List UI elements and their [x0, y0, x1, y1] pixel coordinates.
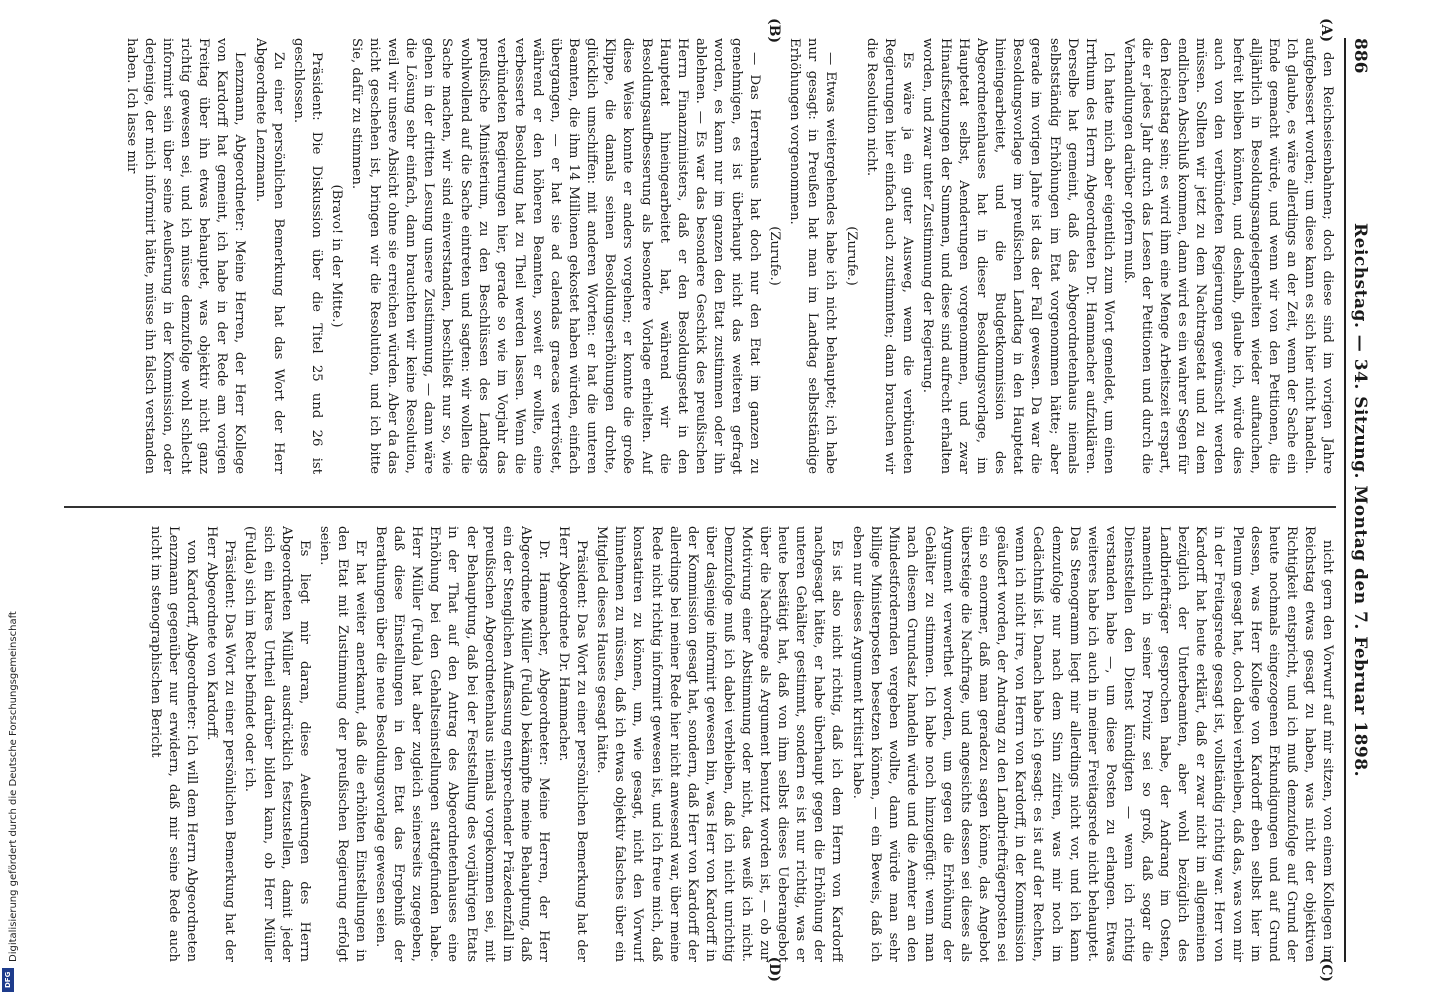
paragraph: — Das Herrenhaus hat doch nur den Etat im ganzen zu genehmigen, es ist überhaupt nicht das weiteren gefragt worden, es kann nur im ganzen den Etat zustimmen oder ihn ablehnen. — Es war das besondere Geschick des preußischen Herrn Finanzministers, daß er den Besoldungsetat in den Hauptetat hineingearbeitet hat, während wir die Besoldungsaufbesserung als besondere Vorlage erhielten. Auf diese Weise konnte er anders vorgehen; er konnte die große Klippe, die damals seinen Besoldungserhöhungen drohte, glücklich umschiffen: mit anderen Worten: er hat die unteren Beamten, die ihm 14 Millionen gekostet haben würden, einfach übergangen, — er hat sie ad calendas graecas vertröstet, während er den höheren Beamten, soweit er wollte, eine verbesserte Besoldung hat zu Theil werden lassen. Wenn die verbündeten Regierungen hier, gerade so wie im Vorjahr das preußische Ministerium, zu den Beschlüssen des Landtags wohlwollend auf die Sache eintreten und sagten: wir wollen die Sache machen, wir sind einverstanden, beschließt nur so, wie gehen in der dritten Lesung unsere Zustimmung, — dann wäre die Lösung sehr einfach, dann brauchten wir keine Resolution, weil wir unsere Absicht ohne sie erreichen würden. Aber da das nicht geschehen ist, bringen wir die Resolution, und ich bitte Sie, dafür zu stimmen.	[349, 38, 763, 474]
left-column	[64, 38, 1336, 474]
paragraph: Er hat weiter anerkannt, daß die erhöhten Einstellungen in den Etat mit Zustimmung der preußischen Regierung erfolgt seien.	[316, 526, 369, 962]
paragraph: von Kardorff, Abgeordneter: Ich will dem Herrn Abgeordneten Lenzmann gegenüber nur erwidern, daß mir seine Rede auch nicht im stenographischen Bericht	[148, 526, 200, 962]
page-title: Reichstag. — 34. Sitzung. Montag den 7. Februar 1898.	[1350, 223, 1370, 777]
page-header	[1344, 38, 1372, 962]
digitization-credit	[2, 2, 19, 992]
column-divider	[64, 506, 1336, 508]
margin-letter-d: (D)	[766, 956, 782, 982]
margin-letter-b: (B)	[766, 18, 782, 44]
credit-text: Digitalisierung gefördert durch die Deutsche Forschungsgemeinschaft	[8, 611, 19, 962]
paragraph: Präsident: Das Wort zu einer persönlichen Bemerkung hat der Herr Abgeordnete von Kardorff.	[204, 526, 238, 962]
paragraph: Lenzmann, Abgeordneter: Meine Herren, der Herr Kollege von Kardorff hat gemeint, ich habe in der Rede am vorigen Freitag über ihn etwas behauptet, was objektiv nicht ganz richtig gewesen sei, und ich müsse demzufolge wohl schlecht informirt sein über seine Aeußerung in der Kommission, oder derjenige, der mich informirt hätte, müsse ihn falsch verstanden haben. Ich lasse mir	[123, 38, 248, 474]
paragraph: Präsident: Das Wort zu einer persönlichen Bemerkung hat der Herr Abgeordnete Dr. Hammacher.	[556, 526, 590, 962]
paragraph: nicht gern den Vorwurf auf mir sitzen, von einem Kollegen im Reichstag etwas gesagt zu haben, was nicht der objektiven Richtigkeit entspricht, und ich muß demzufolge auf Grund der heute nochmals eingezogenen Erkundigungen und auf Grund dessen, was Herr Kollege von Kardorff eben selbst hier im Plenum gesagt hat, doch dabei verbleiben, daß das, was von mir in der Freitagsrede gesagt ist, vollständig richtig war. Herr von Kardorff hat heute erklärt, daß er zwar nicht im allgemeinen bezüglich der Unterbeamten, aber wohl bezüglich des Landbriefträger gesprochen habe, der Andrang im Osten, namentlich in seiner Provinz sei so groß, daß sogar die Dienststellen den Dienst kündigten — wenn ich richtig verstanden habe —, um diese Posten zu erlangen. Etwas weiteres habe ich auch in meiner Freitagsrede nicht behauptet. Das Stenogramm liegt mir allerdings nicht vor, und ich kann demzufolge nur nach dem Sinn zitiren, was mir noch im Gedächtniß ist. Danach habe ich gesagt: es ist auf der Rechten, wenn ich nicht irre, von Herrn von Kardorff, in der Kommission geäußert worden, der Andrang zu den Landbriefträgerposten sei ein so enormer, daß man geradezu sagen könne, das Angebot übersteige die Nachfrage, und angesichts dessen sei dieses als Argument verwerthet worden, um gegen die Erhöhung der Gehälter zu stimmen. Ich habe noch hinzugefügt: wenn man nach diesem Grundsatz handeln würde und die Aemter an den Mindestfordernden vergeben wollte, dann würde man sehr billige Ministerposten besetzen können, — ein Beweis, daß ich eben nur dieses Argument kritisirt habe.	[849, 526, 1335, 962]
paragraph: Es liegt mir daran, diese Aeußerungen des Herrn Abgeordneten Müller ausdrücklich festzustellen, damit jeder sich ein klares Urtheil darüber bilden kann, ob Herr Müller (Fulda) sich im Recht befindet oder ich.	[242, 526, 312, 962]
paragraph: Es wäre ja ein guter Ausweg, wenn die verbündeten Regierungen hier einfach auch zustimmten; dann brauchen wir die Resolution nicht.	[863, 38, 915, 474]
interjection: (Bravo! in der Mitte.)	[328, 184, 344, 328]
right-column	[64, 526, 1336, 962]
interjection: (Zurufe.)	[767, 226, 783, 286]
paragraph: den Reichseisenbahnen; doch diese sind im vorigen Jahre aufgebessert worden; um diese kann es sich hier nicht handeln. Ich glaube, es wäre allerdings an der Zeit, wenn der Sache ein Ende gemacht würde, und wenn wir von den Petitionen, die alljährlich in Besoldungsangelegenheiten wieder auftauchen, befreit bleiben könnten, und deshalb, glaube ich, würde dies auch von den verbündeten Regierungen gewünscht werden müssen. Sollten wir jetzt zu dem Nachtragsetat und zu dem endlichen Abschluß kommen, dann wird es ein wahrer Segen für den Reichstag sein; es wird ihm eine Menge Arbeitszeit erspart, die er jedes Jahr durch das Lesen der Petitionen und durch die Verhandlungen darüber opfern muß.	[1120, 38, 1335, 474]
dfg-logo-icon: DFG	[2, 968, 14, 992]
paragraph: Präsident: Die Diskussion über die Titel 25 und 26 ist geschlossen.	[290, 38, 324, 474]
scanned-page	[52, 20, 1382, 980]
margin-letter-c: (C)	[1318, 957, 1334, 982]
paragraph: — Etwas weitergehendes habe ich nicht behauptet; ich habe nur gesagt: in Preußen hat man im Landtag selbstständige Erhöhungen vorgenommen.	[787, 38, 839, 474]
paragraph: Dr. Hammacher, Abgeordneter: Meine Herren, der Herr Abgeordnete Müller (Fulda) bekämpfte meine Behauptung, daß ein der Stenglichen Auffassung entsprechender Präzedenzfall im preußischen Abgeordnetenhaus niemals vorgekommen sei, mit der Behauptung, daß bei der Feststellung des vorjährigen Etats in der That auf den Antrag des Abgeordnetenhauses eine Erhöhung bei den Gehaltseinstellungen stattgefunden habe. Herr Müller (Fulda) hat aber zugleich seinerseits zugegeben, daß diese Einstellungen in den Etat das Ergebniß der Berathungen über die neue Besoldungsvorlage gewesen seien.	[373, 526, 551, 962]
page-number: 886	[1350, 38, 1370, 74]
paragraph: Zu einer persönlichen Bemerkung hat das Wort der Herr Abgeordnete Lenzmann.	[252, 38, 286, 474]
paragraph: Ich hatte mich aber eigentlich zum Wort gemeldet, um einen Irrthum des Herrn Abgeordneten Dr. Hammacher aufzuklären. Derselbe hat gemeint, daß das Abgeordnetenhaus niemals selbstständig Erhöhungen im Etat vorgenommen hätte; aber gerade im vorigen Jahre ist das der Fall gewesen. Da war die Besoldungsvorlage im preußischen Landtag in den Hauptetat hineingearbeitet, und die Budgetkommission des Abgeordnetenhauses hat in dieser Besoldungsvorlage, im Hauptetat selbst, Aenderungen vorgenommen, und zwar Hinaufsetzungen der Summen, und diese sind aufrecht erhalten worden, und zwar unter Zustimmung der Regierung.	[919, 38, 1116, 474]
paragraph: Es ist also nicht richtig, daß ich dem Herrn von Kardorff nachgesagt hätte, er habe überhaupt gegen die Erhöhung der unteren Gehälter gestimmt, sondern es ist nur richtig, was er heute bestätigt hat, daß von ihm selbst dieses Ueberangebot über die Nachfrage als Argument benutzt worden ist, — ob zur Motivirung einer Abstimmung oder nicht, das weiß ich nicht. Demzufolge muß ich dabei verbleiben, daß ich nicht unrichtig über dasjenige informirt gewesen bin, was Herr von Kardorff in der Kommission gesagt hat, sondern, daß Herr von Kardorff der allerdings bei meiner Rede hier nicht anwesend war, über meine Rede nicht richtig informirt gewesen ist, und ich freue mich, daß konstatiren zu können, um, wie gesagt, nicht den Vorwurf hinnehmen zu müssen, daß ich etwas objektiv falsches über ein Mitglied dieses Hauses gesagt hätte.	[594, 526, 845, 962]
margin-letter-a: (A)	[1318, 18, 1334, 43]
interjection: (Zurufe.)	[843, 226, 859, 286]
